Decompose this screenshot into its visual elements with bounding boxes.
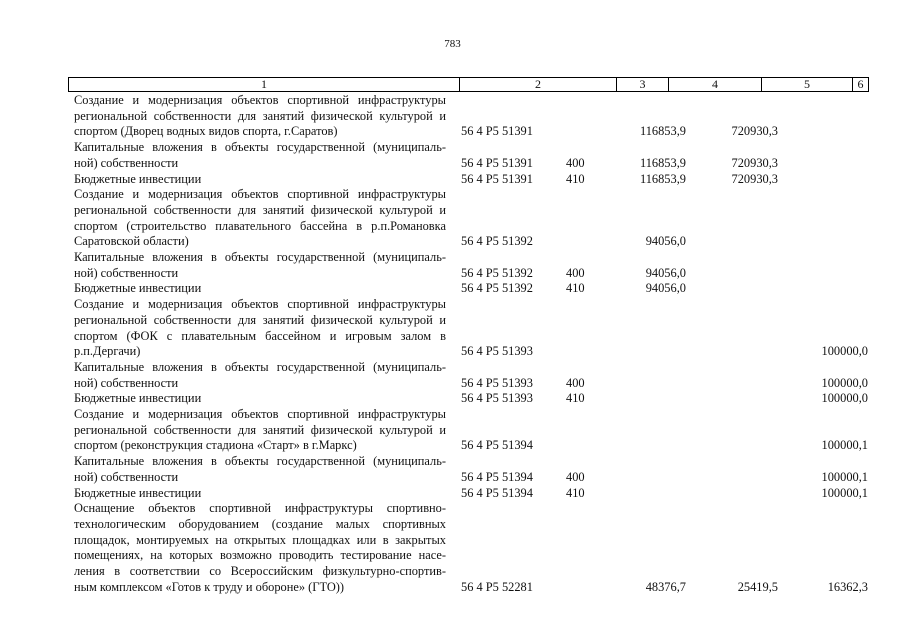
row-value-col4: 94056,0 <box>645 265 686 280</box>
description-line: ной) собственности <box>74 469 179 484</box>
description-line: спортом (строительство плавательного бассейна в р.п.Романовка <box>74 218 446 233</box>
row-description <box>74 281 446 297</box>
row-expense-type: 410 <box>566 391 585 406</box>
description-line: Бюджетные инвестиции <box>74 485 202 500</box>
row-code: 56 4 P5 51391 <box>461 155 533 170</box>
description-line: помещениях, на которых возможно проводить тестирование насе- <box>74 548 446 563</box>
description-line: Создание и модернизация объектов спортивной инфраструктуры <box>74 93 446 107</box>
description-line: ной) собственности <box>74 265 179 280</box>
description-line: ления в соответствии со Всероссийским физкультурно-спортив- <box>74 564 446 579</box>
table-row <box>0 360 905 391</box>
description-line: Капитальные вложения в объекты государственной (муниципаль- <box>74 454 446 469</box>
row-value-col4: 94056,0 <box>645 281 686 296</box>
table-row <box>0 93 905 140</box>
description-line: Создание и модернизация объектов спортивной инфраструктуры <box>74 407 446 422</box>
row-description <box>74 93 446 140</box>
row-code: 56 4 P5 51392 <box>461 281 533 296</box>
table-row <box>0 140 905 171</box>
row-expense-type: 410 <box>566 171 585 186</box>
row-description <box>74 172 446 188</box>
row-code: 56 4 P5 51393 <box>461 391 533 406</box>
row-description <box>74 360 446 391</box>
table-row <box>0 297 905 360</box>
table-row <box>0 501 905 595</box>
description-line: спортом (ФОК с плавательным бассейном и игровым залом в <box>74 328 446 343</box>
row-description <box>74 486 446 502</box>
row-description <box>74 454 446 485</box>
description-line: Создание и модернизация объектов спортивной инфраструктуры <box>74 297 446 312</box>
description-line: Бюджетные инвестиции <box>74 171 202 186</box>
table-row <box>0 486 905 502</box>
table-header <box>68 77 869 92</box>
row-description <box>74 297 446 360</box>
row-value-col6: 16362,3 <box>827 579 868 594</box>
description-line: региональной собственности для занятий физической культурой и <box>74 202 446 217</box>
row-expense-type: 410 <box>566 485 585 500</box>
description-line: региональной собственности для занятий физической культурой и <box>74 422 446 437</box>
row-value-col5: 720930,3 <box>731 171 778 186</box>
row-value-col5: 720930,3 <box>731 155 778 170</box>
row-expense-type: 400 <box>566 155 585 170</box>
header-col-2: 2 <box>535 77 541 91</box>
row-description <box>74 140 446 171</box>
row-value-col4: 48376,7 <box>645 579 686 594</box>
row-value-col4: 116853,9 <box>639 155 686 170</box>
row-value-col4: 116853,9 <box>639 171 686 186</box>
description-line: ной) собственности <box>74 155 179 170</box>
description-line: р.п.Дергачи) <box>74 344 141 359</box>
description-line: Саратовской области) <box>74 234 189 249</box>
row-code: 56 4 P5 51392 <box>461 265 533 280</box>
description-line: спортом (реконструкция стадиона «Старт» в г.Маркс) <box>74 438 357 453</box>
row-value-col5: 720930,3 <box>731 124 778 139</box>
description-line: Создание и модернизация объектов спортивной инфраструктуры <box>74 187 446 202</box>
row-value-col6: 100000,1 <box>821 485 868 500</box>
row-code: 56 4 P5 51393 <box>461 375 533 390</box>
table-row <box>0 281 905 297</box>
row-value-col6: 100000,1 <box>821 438 868 453</box>
row-expense-type: 400 <box>566 375 585 390</box>
table-row <box>0 454 905 485</box>
table-row <box>0 187 905 250</box>
row-value-col6: 100000,0 <box>821 375 868 390</box>
row-code: 56 4 P5 51394 <box>461 485 533 500</box>
row-code: 56 4 P5 51394 <box>461 469 533 484</box>
description-line: региональной собственности для занятий физической культурой и <box>74 312 446 327</box>
row-value-col6: 100000,1 <box>821 469 868 484</box>
table-row <box>0 391 905 407</box>
row-code: 56 4 P5 51391 <box>461 124 533 139</box>
description-line: Капитальные вложения в объекты государственной (муниципаль- <box>74 250 446 265</box>
header-col-5: 5 <box>804 77 810 91</box>
row-expense-type: 410 <box>566 281 585 296</box>
table-row <box>0 172 905 188</box>
table-row <box>0 407 905 454</box>
header-col-4: 4 <box>712 77 718 91</box>
table-row <box>0 250 905 281</box>
row-value-col6: 100000,0 <box>821 391 868 406</box>
row-description <box>74 187 446 250</box>
description-line: технологическим оборудованием (создание малых спортивных <box>74 516 446 531</box>
row-value-col5: 25419,5 <box>737 579 778 594</box>
page-number: 783 <box>444 38 461 50</box>
row-expense-type: 400 <box>566 265 585 280</box>
row-code: 56 4 P5 51393 <box>461 344 533 359</box>
row-value-col4: 94056,0 <box>645 234 686 249</box>
description-line: площадок, монтируемых на открытых площадках или в закрытых <box>74 532 446 547</box>
header-col-1: 1 <box>261 77 267 91</box>
row-expense-type: 400 <box>566 469 585 484</box>
description-line: ной) собственности <box>74 375 179 390</box>
row-description <box>74 501 446 595</box>
row-value-col6: 100000,0 <box>821 344 868 359</box>
description-line: Капитальные вложения в объекты государственной (муниципаль- <box>74 140 446 155</box>
description-line: региональной собственности для занятий физической культурой и <box>74 108 446 123</box>
row-description <box>74 391 446 407</box>
description-line: спортом (Дворец водных видов спорта, г.Саратов) <box>74 124 338 139</box>
table-body <box>0 93 905 596</box>
header-col-3: 3 <box>639 77 646 91</box>
row-description <box>74 407 446 454</box>
description-line: Бюджетные инвестиции <box>74 391 202 406</box>
description-line: Капитальные вложения в объекты государственной (муниципаль- <box>74 359 446 374</box>
description-line: Оснащение объектов спортивной инфраструктуры спортивно- <box>74 501 446 516</box>
row-code: 56 4 P5 52281 <box>461 579 533 594</box>
description-line: Бюджетные инвестиции <box>74 281 202 296</box>
row-value-col4: 116853,9 <box>639 124 686 139</box>
row-code: 56 4 P5 51391 <box>461 171 533 186</box>
row-description <box>74 250 446 281</box>
row-code: 56 4 P5 51392 <box>461 234 533 249</box>
header-col-6: 6 <box>857 77 864 91</box>
row-code: 56 4 P5 51394 <box>461 438 533 453</box>
description-line: ным комплексом «Готов к труду и обороне» (ГТО)) <box>74 579 345 594</box>
